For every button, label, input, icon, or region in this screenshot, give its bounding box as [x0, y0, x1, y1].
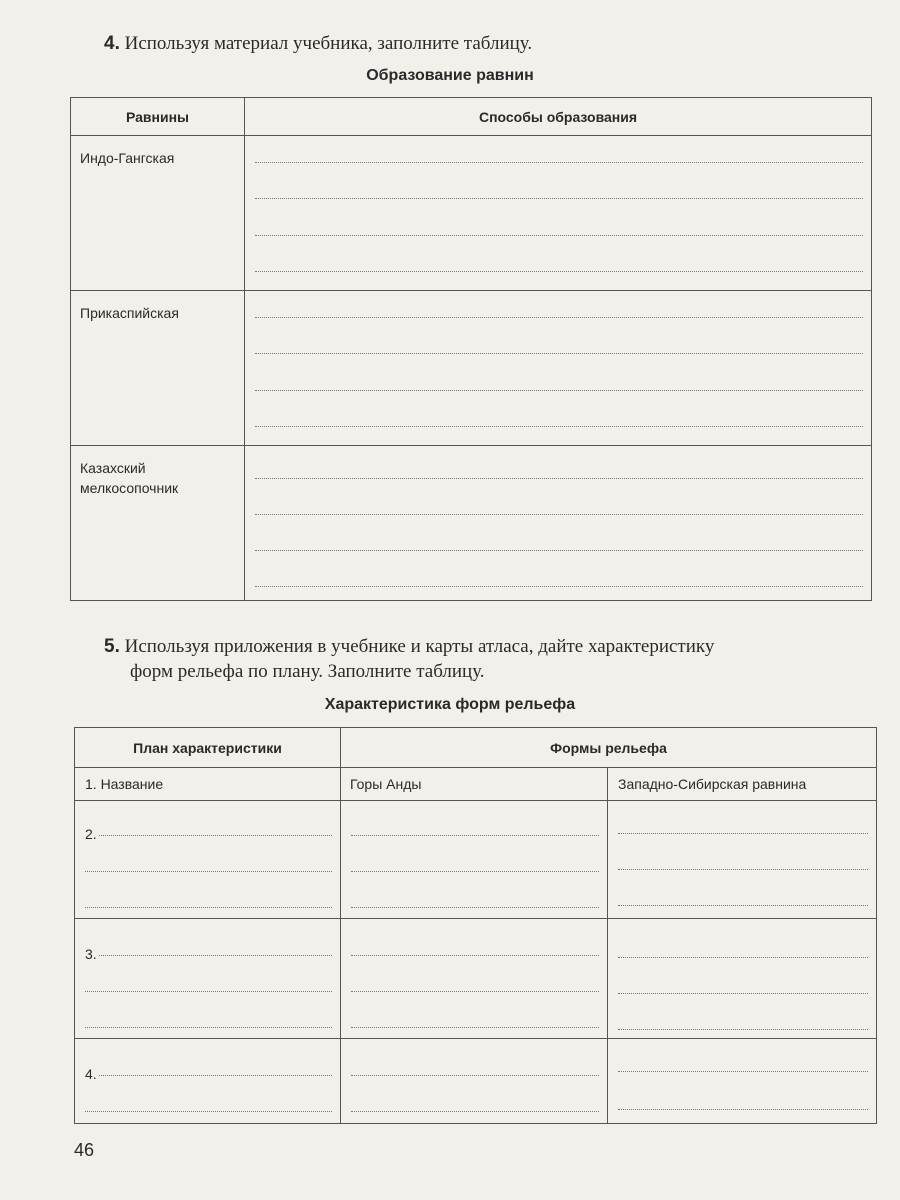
- answer-line[interactable]: [85, 1027, 332, 1028]
- answer-line[interactable]: [255, 586, 863, 587]
- table-header-row: [71, 98, 872, 136]
- answer-line[interactable]: [85, 871, 332, 872]
- task-4-number: 4.: [104, 33, 120, 54]
- task-4-text: Используя материал учебника, заполните таблицу.: [124, 33, 533, 54]
- table-row: [71, 136, 872, 291]
- answer-line[interactable]: [618, 1029, 868, 1030]
- answer-line[interactable]: [85, 1075, 332, 1076]
- table-row: [71, 446, 872, 601]
- answer-line[interactable]: [618, 833, 868, 834]
- answer-line[interactable]: [255, 478, 863, 479]
- answer-line[interactable]: [255, 317, 863, 318]
- answer-line[interactable]: [618, 1109, 868, 1110]
- form-name-west-siberian-plain: Западно-Сибирская равнина: [618, 776, 807, 792]
- table-2-caption: Характеристика форм рельефа: [324, 696, 576, 713]
- answer-line[interactable]: [618, 993, 868, 994]
- answer-line[interactable]: [255, 390, 863, 391]
- table-1-caption: Образование равнин: [366, 67, 534, 84]
- answer-line[interactable]: [85, 991, 332, 992]
- plan-cell[interactable]: [75, 919, 341, 1039]
- answer-line[interactable]: [255, 162, 863, 163]
- answer-line[interactable]: [351, 1075, 599, 1076]
- plains-formation-table: [70, 97, 872, 601]
- answer-cell[interactable]: [341, 919, 608, 1039]
- plan-item-number: 2.: [85, 826, 97, 842]
- answer-line[interactable]: [255, 271, 863, 272]
- answer-line[interactable]: [85, 955, 332, 956]
- table-row: [75, 1039, 877, 1124]
- answer-line[interactable]: [351, 991, 599, 992]
- answer-line[interactable]: [255, 514, 863, 515]
- page-number: 46: [74, 1140, 95, 1160]
- answer-line[interactable]: [351, 871, 599, 872]
- answer-line[interactable]: [618, 1071, 868, 1072]
- table-row: [75, 801, 877, 919]
- task-5-number: 5.: [104, 636, 120, 657]
- task-5-instruction: [104, 634, 894, 684]
- answer-line[interactable]: [255, 550, 863, 551]
- name-row: [75, 768, 877, 801]
- task-5-text-line2: форм рельефа по плану. Заполните таблицу.: [130, 661, 485, 682]
- answer-line[interactable]: [85, 1111, 332, 1112]
- answer-line[interactable]: [255, 353, 863, 354]
- answer-cell[interactable]: [341, 1039, 608, 1124]
- answer-cell[interactable]: [608, 1039, 877, 1124]
- task-5-text-line1: Используя приложения в учебнике и карты атласа, дайте характеристику: [124, 636, 715, 657]
- task-4-instruction: [104, 31, 532, 56]
- header-plan: План характеристики: [75, 728, 341, 768]
- answer-line[interactable]: [618, 869, 868, 870]
- answer-line[interactable]: [351, 955, 599, 956]
- answer-line[interactable]: [255, 198, 863, 199]
- answer-line[interactable]: [85, 835, 332, 836]
- relief-forms-table: [74, 727, 877, 1124]
- plain-name: Казахский мелкосопочник: [80, 460, 179, 496]
- table-row: [71, 291, 872, 446]
- plain-name: Прикаспийская: [80, 305, 179, 321]
- plan-item-name: 1. Название: [85, 776, 164, 792]
- answer-line[interactable]: [618, 905, 868, 906]
- answer-cell[interactable]: [341, 801, 608, 919]
- plan-cell[interactable]: [75, 1039, 341, 1124]
- answer-cell[interactable]: [608, 801, 877, 919]
- header-forms: Формы рельефа: [341, 728, 877, 768]
- plan-item-number: 4.: [85, 1066, 97, 1082]
- answer-line[interactable]: [351, 1027, 599, 1028]
- answer-line[interactable]: [255, 235, 863, 236]
- table-row: [75, 919, 877, 1039]
- header-formation-methods: Способы образования: [245, 98, 872, 136]
- table-header-row: [75, 728, 877, 768]
- plan-item-number: 3.: [85, 946, 97, 962]
- answer-cell[interactable]: [245, 136, 872, 291]
- answer-line[interactable]: [85, 907, 332, 908]
- answer-line[interactable]: [351, 1111, 599, 1112]
- answer-cell[interactable]: [245, 291, 872, 446]
- plan-cell[interactable]: [75, 801, 341, 919]
- form-name-andes: Горы Анды: [350, 776, 422, 792]
- answer-line[interactable]: [255, 426, 863, 427]
- plain-name: Индо-Гангская: [80, 150, 175, 166]
- answer-line[interactable]: [351, 835, 599, 836]
- answer-cell[interactable]: [245, 446, 872, 601]
- answer-line[interactable]: [351, 907, 599, 908]
- answer-cell[interactable]: [608, 919, 877, 1039]
- header-plains: Равнины: [71, 98, 245, 136]
- answer-line[interactable]: [618, 957, 868, 958]
